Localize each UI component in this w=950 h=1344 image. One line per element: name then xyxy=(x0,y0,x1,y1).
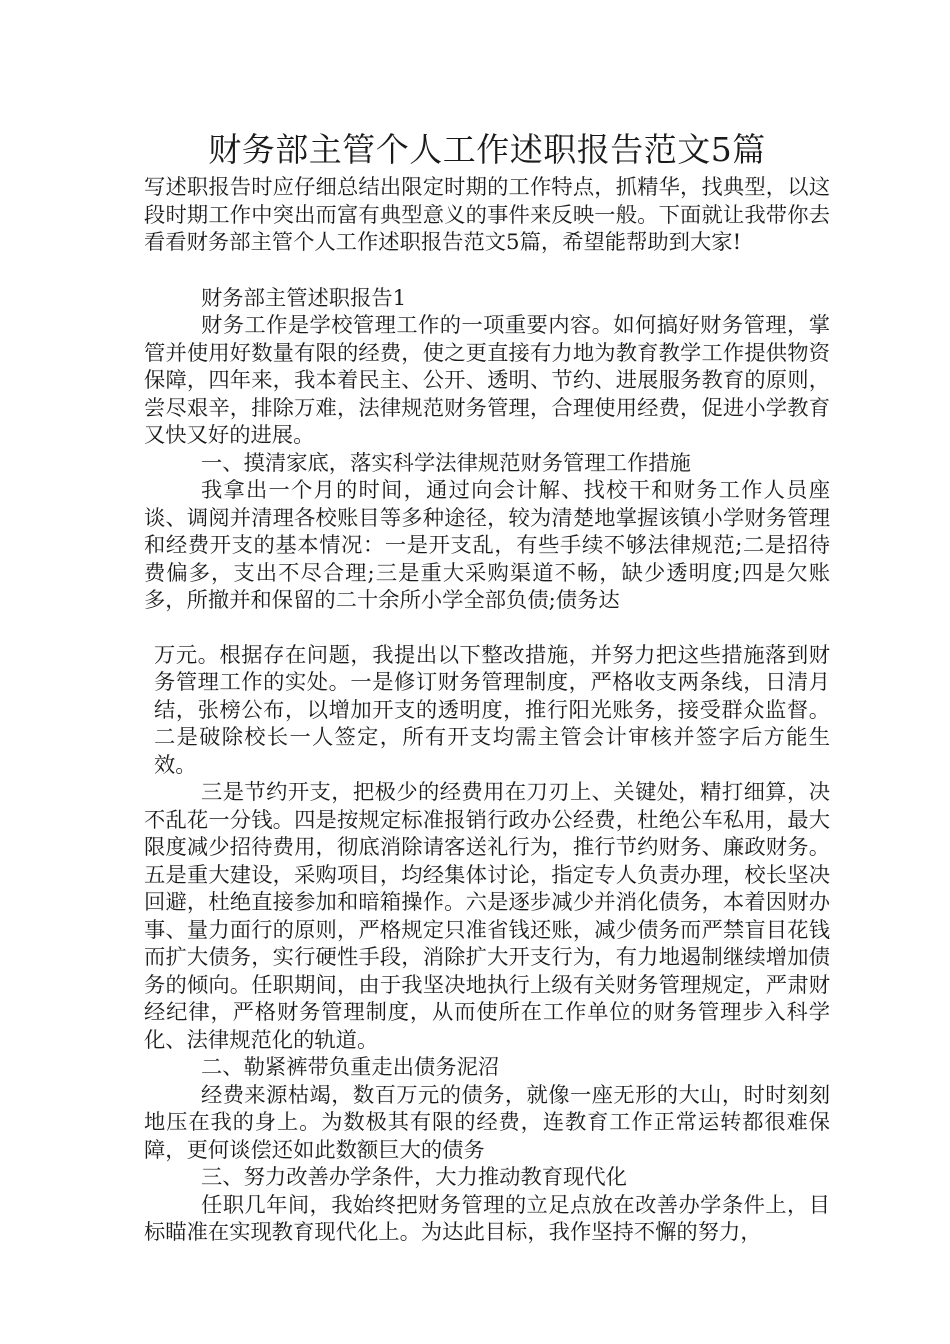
document-page xyxy=(144,128,830,1247)
spacer xyxy=(144,615,830,642)
intro-paragraph: 写述职报告时应仔细总结出限定时期的工作特点，抓精华，找典型，以这段时期工作中突出而富有典型意义的事件来反映一般。下面就让我带你去看看财务部主管个人工作述职报告范文5篇，希望能帮助到大家! xyxy=(144,175,830,255)
section-title: 财务部主管述职报告1 xyxy=(201,285,407,311)
body-paragraph-3: 万元。根据存在问题，我提出以下整改措施，并努力把这些措施落到财务管理工作的实处。一是修订财务管理制度，严格收支两条线，日清月结，张榜公布，以增加开支的透明度，推行阳光账务，接受群众监督。二是破除校长一人签定，所有开支均需主管会计审核并签字后方能生效。 xyxy=(154,642,830,778)
document-title: 财务部主管个人工作述职报告范文5篇 xyxy=(208,130,766,169)
subheading-1: 一、摸清家底，落实科学法律规范财务管理工作措施 xyxy=(201,450,691,476)
subheading-2: 二、勒紧裤带负重走出债务泥沼 xyxy=(201,1055,500,1080)
body-paragraph-1: 财务工作是学校管理工作的一项重要内容。如何搞好财务管理，掌管并使用好数量有限的经费，使之更直接有力地为教育教学工作提供物资保障，四年来，我本着民主、公开、透明、节约、进展服务教育的原则，尝尽艰辛，排除万难，法律规范财务管理，合理使用经费，促进小学教育又快又好的进展。 xyxy=(144,313,830,448)
body-paragraph-4: 三是节约开支，把极少的经费用在刀刃上、关键处，精打细算，决不乱花一分钱。四是按规定标准报销行政办公经费，杜绝公车私用，最大限度减少招待费用，彻底消除请客送礼行为，推行节约财务、廉政财务。五是重大建设，采购项目，均经集体讨论，指定专人负责办理，校长坚决回避，杜绝直接参加和暗箱操作。六是逐步减少并消化债务，本着因财办事、量力面行的原则，严格规定只准省钱还账，减少债务而严禁盲目花钱而扩大债务，实行硬性手段，消除扩大开支行为，有力地遏制继续增加债务的倾向。任职期间，由于我坚决地执行上级有关财务管理规定，严肃财经纪律，严格财务管理制度，从而使所在工作单位的财务管理步入科学化、法律规范化的轨道。 xyxy=(144,780,830,1053)
body-paragraph-6: 任职几年间，我始终把财务管理的立足点放在改善办学条件上，目标瞄准在实现教育现代化上。为达此目标，我作坚持不懈的努力， xyxy=(144,1192,830,1245)
spacer xyxy=(144,257,830,285)
body-paragraph-2: 我拿出一个月的时间，通过向会计解、找校干和财务工作人员座谈、调阅并清理各校账目等多种途径，较为清楚地掌握该镇小学财务管理和经费开支的基本情况：一是开支乱，有些手续不够法律规范;二是招待费偏多，支出不尽合理;三是重大采购渠道不畅，缺少透明度;四是欠账多，所撤并和保留的二十余所小学全部负债;债务达 xyxy=(144,478,830,613)
subheading-3: 三、努力改善办学条件，大力推动教育现代化 xyxy=(201,1165,627,1190)
body-paragraph-5: 经费来源枯竭，数百万元的债务，就像一座无形的大山，时时刻刻地压在我的身上。为数极其有限的经费，连教育工作正常运转都很难保障，更何谈偿还如此数额巨大的债务 xyxy=(144,1082,830,1163)
